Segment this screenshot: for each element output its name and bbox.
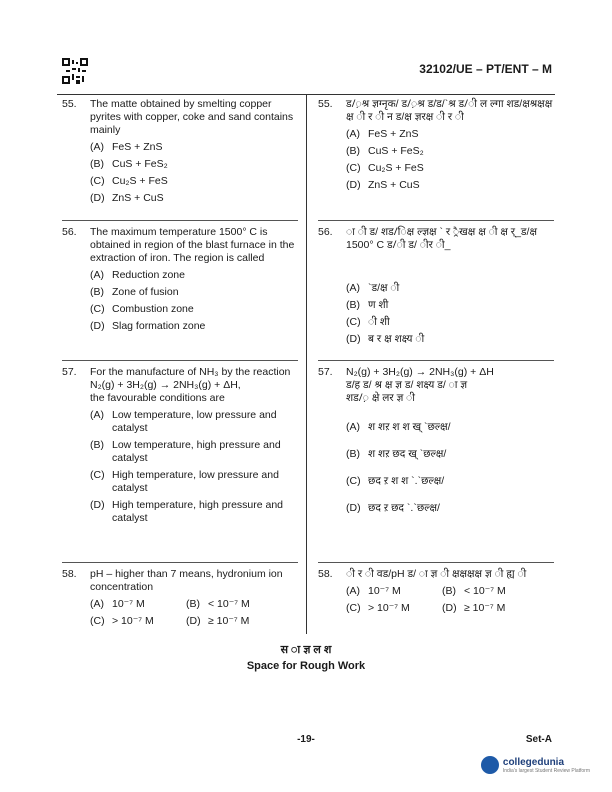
option-row — [90, 598, 298, 611]
question-number: 55. — [318, 98, 333, 110]
page-number: -19- — [297, 734, 315, 745]
option-a[interactable]: (A) 10⁻⁷ M — [90, 598, 145, 610]
option-d[interactable]: (D) ≥ 10⁻⁷ M — [442, 602, 506, 614]
question-56 — [62, 226, 298, 333]
option-a[interactable]: (A) Low temperature, low pressure and catalyst — [90, 409, 277, 434]
question-text-tail: the favourable conditions are — [90, 392, 225, 404]
set-label: Set-A — [525, 734, 552, 745]
option-d[interactable]: (D) ZnS + CuS — [346, 179, 420, 191]
qr-code — [62, 58, 88, 84]
option-c[interactable]: (C) Cu₂S + FeS — [90, 175, 168, 187]
option-c[interactable]: (C) ी शी — [346, 316, 390, 328]
question-text: For the manufacture of NH₃ by the reaction — [90, 366, 291, 378]
option-a[interactable]: (A) Reduction zone — [90, 269, 185, 281]
option-b[interactable]: (B) Low temperature, high pressure and catalyst — [90, 439, 281, 464]
question-separator — [318, 360, 554, 361]
option-d[interactable]: (D) छद ऱ छद `.`छल्क्ष/ — [346, 502, 440, 514]
question-55-hi — [318, 98, 554, 192]
question-57 — [62, 366, 298, 525]
question-equation: N₂(g) + 3H₂(g) → 2NH₃(g) + ΔH, — [90, 379, 241, 391]
option-c[interactable]: (C) High temperature, low pressure and catalyst — [90, 469, 279, 494]
option-row — [346, 602, 554, 615]
question-text-tail: शड/़ क्षे लर ज्ञ ी — [346, 392, 416, 404]
question-text: The maximum temperature 1500° C is obtained in region of the blast furnace in the extraction of iron. The region is called — [90, 226, 295, 264]
question-separator — [62, 360, 298, 361]
option-d[interactable]: (D) ब र क्ष शक्ष्य ी — [346, 333, 425, 345]
question-number: 56. — [318, 226, 333, 238]
option-b[interactable]: (B) CuS + FeS₂ — [346, 145, 424, 157]
question-58 — [62, 568, 298, 628]
option-d[interactable]: (D) ZnS + CuS — [90, 192, 164, 204]
brand-watermark — [481, 756, 590, 774]
question-number: 58. — [62, 568, 77, 580]
question-number: 55. — [62, 98, 77, 110]
option-b[interactable]: (B) Zone of fusion — [90, 286, 179, 298]
brand-logo-icon — [481, 756, 499, 774]
question-number: 57. — [62, 366, 77, 378]
question-separator — [62, 562, 298, 563]
option-b[interactable]: (B) ण शी — [346, 299, 389, 311]
option-a[interactable]: (A) 10⁻⁷ M — [346, 585, 401, 597]
option-a[interactable]: (A) श शऱ श श ख् `छल्क्ष/ — [346, 421, 451, 433]
column-divider — [306, 94, 307, 634]
option-d[interactable]: (D) Slag formation zone — [90, 320, 206, 332]
question-separator — [318, 562, 554, 563]
option-c[interactable]: (C) > 10⁻⁷ M — [90, 615, 154, 627]
option-b[interactable]: (B) < 10⁻⁷ M — [186, 598, 250, 610]
option-c[interactable]: (C) > 10⁻⁷ M — [346, 602, 410, 614]
question-separator — [318, 220, 554, 221]
question-equation: N₂(g) + 3H₂(g) → 2NH₃(g) + ΔH — [346, 366, 494, 378]
question-text: pH – higher than 7 means, hydronium ion concentration — [90, 568, 283, 593]
brand-name: collegedunia — [502, 756, 565, 768]
option-b[interactable]: (B) < 10⁻⁷ M — [442, 585, 506, 597]
question-57-hi — [318, 366, 554, 515]
option-a[interactable]: (A) FeS + ZnS — [346, 128, 419, 140]
option-b[interactable]: (B) CuS + FeS₂ — [90, 158, 168, 170]
option-a[interactable]: (A) FeS + ZnS — [90, 141, 163, 153]
question-56-hi — [318, 226, 554, 346]
paper-code: 32102/UE – PT/ENT – M — [419, 62, 552, 76]
question-separator — [62, 220, 298, 221]
option-c[interactable]: (C) छद ऱ श श `.`छल्क्ष/ — [346, 475, 445, 487]
option-a[interactable]: (A) `ड/क्ष ी — [346, 282, 400, 294]
question-58-hi — [318, 568, 554, 615]
option-c[interactable]: (C) Cu₂S + FeS — [346, 162, 424, 174]
rough-work-label-hindi: स ा ज्ञ ल श — [280, 644, 332, 656]
question-text: ी र ी वड/pH ड/ ा ज्ञ ी क्षक्षक्षक्ष ज्ञ ी ह्य ी — [346, 568, 527, 580]
question-text: ा ी ड/ शड/िक्ष ल्ज्ञक्ष ` र ्रैखक्ष क्ष ी क्ष र्_ड/क्ष 1500° C ड/ी ड/ ीर ी_ — [346, 226, 537, 251]
question-text: ड/़श्र ज्ञग्नृक/ ड/़श्र ड/ड/`श्र ड/ी ल ल्गा शड/क्षश्रक्षक्ष क्ष ी र ी न ड/क्ष ज्ञरक्ष ी र ी — [346, 98, 553, 123]
brand-tagline: India's largest Student Review Platform — [502, 767, 590, 774]
option-d[interactable]: (D) ≥ 10⁻⁷ M — [186, 615, 250, 627]
option-row — [346, 585, 554, 598]
option-row — [90, 615, 298, 628]
question-number: 58. — [318, 568, 333, 580]
question-number: 56. — [62, 226, 77, 238]
option-b[interactable]: (B) श शऱ छद ख् `छल्क्ष/ — [346, 448, 447, 460]
option-c[interactable]: (C) Combustion zone — [90, 303, 194, 315]
question-number: 57. — [318, 366, 333, 378]
question-55 — [62, 98, 298, 205]
rough-work-label: Space for Rough Work — [246, 660, 366, 672]
question-text: The matte obtained by smelting copper pyrites with copper, coke and sand contains mainly — [90, 98, 294, 136]
option-d[interactable]: (D) High temperature, high pressure and catalyst — [90, 499, 284, 524]
question-text: ड/ह ड/ श्र क्ष ज्ञ ड/ शक्ष्य ड/ ा ज्ञ — [346, 379, 468, 391]
